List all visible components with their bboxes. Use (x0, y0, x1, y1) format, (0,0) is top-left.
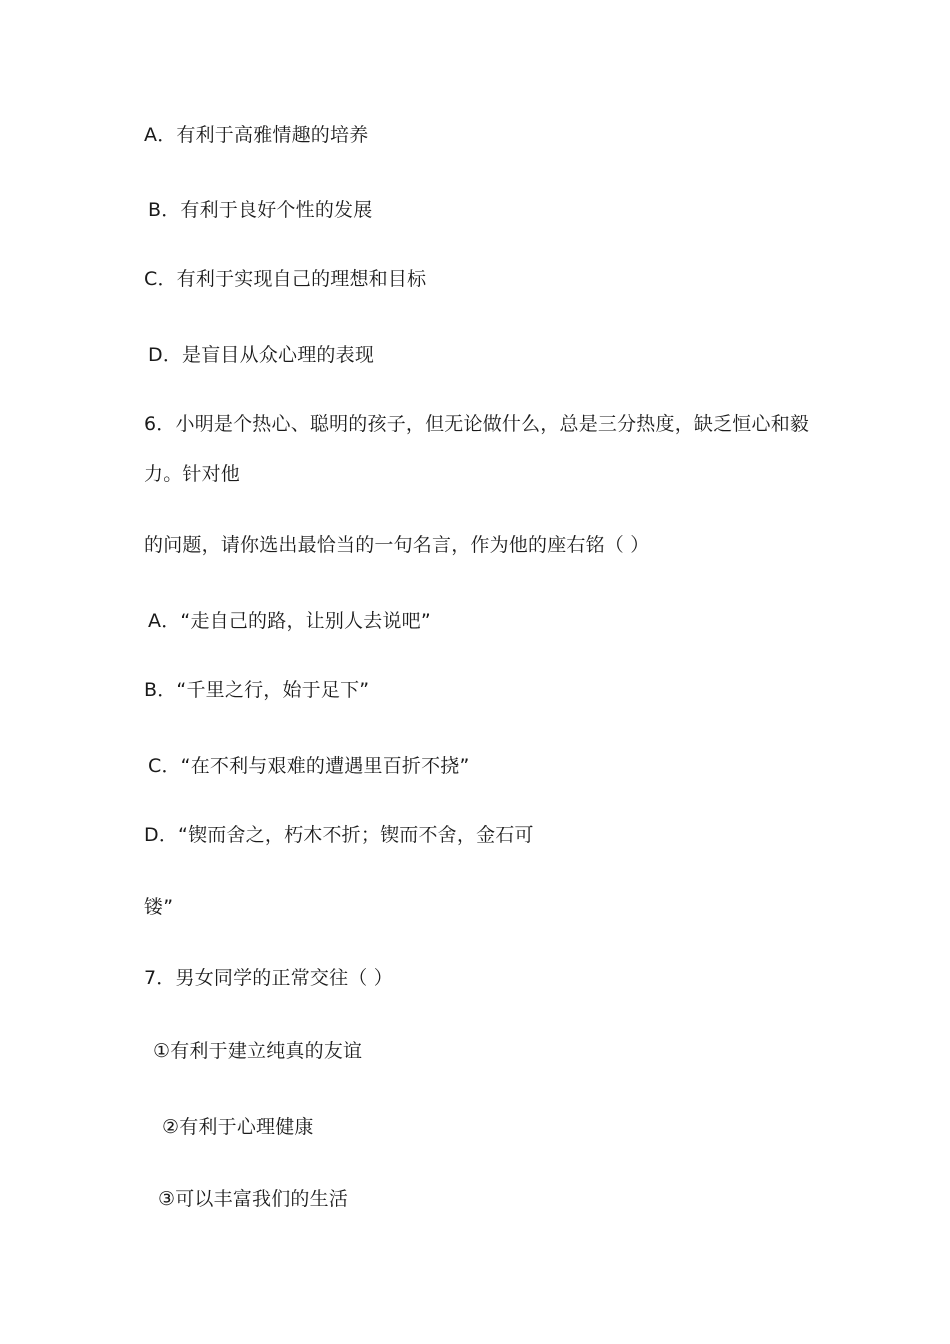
q5-option-b: B．有利于良好个性的发展 (148, 199, 373, 221)
q5-option-d: D．是盲目从众心理的表现 (148, 344, 375, 366)
q6-option-b: B．“千里之行，始于足下” (144, 679, 370, 701)
q6-stem-line-1: 6．小明是个热心、聪明的孩子，但无论做什么，总是三分热度，缺乏恒心和毅 (144, 413, 810, 435)
q6-stem-line-2: 力。针对他 (144, 463, 241, 485)
q6-option-d-line-2: 镂” (144, 896, 174, 918)
q7-item-1: ①有利于建立纯真的友谊 (153, 1040, 363, 1062)
q6-stem-line-3: 的问题，请你选出最恰当的一句名言，作为他的座右铭（ ） (144, 534, 650, 556)
q5-option-c: C．有利于实现自己的理想和目标 (144, 268, 427, 290)
q6-option-d-line-1: D．“锲而舍之，朽木不折；锲而不舍，金石可 (144, 824, 534, 846)
q6-option-c: C．“在不利与艰难的遭遇里百折不挠” (148, 755, 470, 777)
q7-item-2: ②有利于心理健康 (162, 1116, 314, 1138)
q5-option-a: A．有利于高雅情趣的培养 (144, 124, 369, 146)
q7-item-3: ③可以丰富我们的生活 (158, 1188, 349, 1210)
q7-stem: 7．男女同学的正常交往（ ） (144, 967, 393, 989)
q6-option-a: A．“走自己的路，让别人去说吧” (148, 610, 431, 632)
